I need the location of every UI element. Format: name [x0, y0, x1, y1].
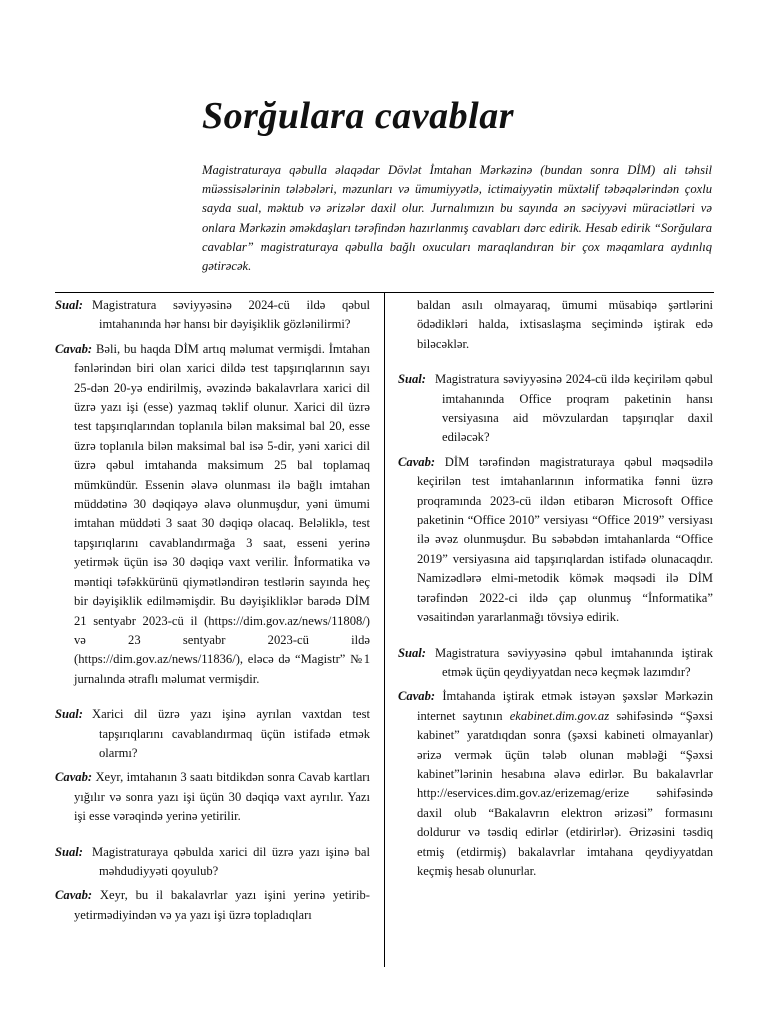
question-5 — [398, 644, 713, 683]
right-column — [398, 296, 713, 886]
question-4 — [398, 370, 713, 448]
question-text: Magistratura səviyyəsinə 2024-cü ildə keçiriləm qəbul imtahanında Office proqram paketinin hansı versiyasına aid mövzulardan tapşırıqlar daxil ediləcək? — [435, 372, 713, 445]
question-text: Xarici dil üzrə yazı işinə ayrılan vaxtdan test tapşırıqlarını cavablandırmaq üçün istifadə etmək olarmı? — [92, 707, 370, 760]
question-label: Sual: — [398, 645, 426, 660]
question-label: Sual: — [55, 844, 83, 859]
question-label: Sual: — [55, 707, 83, 722]
question-label: Sual: — [55, 298, 83, 312]
answer-text: Xeyr, bu il bakalavrlar yazı işini yerinə yetirib-yetirmədiyindən və ya yazı işi üzrə topladıqları — [74, 888, 370, 922]
answer-5 — [398, 687, 713, 881]
website-link[interactable]: ekabinet.dim.gov.az — [509, 708, 610, 723]
answer-text: baldan asılı olmayaraq, ümumi müsabiqə şərtlərini ödədikləri halda, ixtisaslaşma seçimində iştirak edə biləcəklər. — [417, 298, 713, 351]
question-text: Magistratura səviyyəsinə qəbul imtahanında iştirak etmək üçün qeydiyyatdan necə keçmək lazımdır? — [435, 645, 713, 679]
question-3 — [55, 843, 370, 882]
question-2 — [55, 705, 370, 763]
intro-paragraph: Magistraturaya qəbulla əlaqədar Dövlət İmtahan Mərkəzinə (bundan sonra DİM) ali təhsil müəssisələrinin tələbələri, məzunları və ümumiyyətlə, ictimaiyyətin müxtəlif təbəqələrindən çoxlu sayda sual, məktub və ərizələr daxil olur. Jurnalımızın bu sayında ən səciyyəvi müraciətləri və onlara Mərkəzin əməkdaşları tərəfindən hazırlanmış cavabları dərc edirik. Hesab edirik “Sorğulara cavablar” magistraturaya qəbulla bağlı oxucuları maraqlandıran bir çox məqamlara aydınlıq gətirəcək. — [202, 163, 712, 274]
answer-3 — [55, 886, 370, 925]
answer-label: Cavab: — [55, 770, 93, 785]
answer-label: Cavab: — [55, 888, 93, 903]
answer-text: İmtahanda iştirak etmək istəyən şəxslər Mərkəzin internet saytının — [417, 689, 713, 723]
left-column — [55, 296, 370, 930]
answer-text: DİM tərəfindən magistraturaya qəbul məqsədilə keçirilən test imtahanlarının informatika fənni üzrə proqramında 2023-cü ildən etibarən Microsoft Office paketinin “Office 2010” versiyası “Office 2019” versiyası ilə əvəz olunmuşdur. Bu səbəbdən imtahanlarda “Office 2019” versiyasına aid tapşırıqlardan istifadə olunacaqdır. Namizədlərə elmi-metodik kömək məqsədi ilə DİM tərəfindən 2022-ci ildə çap olunmuş “İnformatika” vəsaitindən yararlanmağı tövsiyə edirik. — [417, 454, 713, 625]
answer-3-continued — [398, 296, 713, 354]
page-title: Sorğulara cavablar — [202, 95, 514, 137]
question-label: Sual: — [398, 372, 426, 387]
answer-4 — [398, 453, 713, 628]
column-divider — [384, 293, 385, 967]
answer-1 — [55, 340, 370, 689]
answer-text: Xeyr, imtahanın 3 saatı bitdikdən sonra Cavab kartları yığılır və sonra yazı işi üçün 30 dəqiqə vaxt ayrılır. Yazı işi esse vərəqində yerinə yetirilir. — [74, 770, 370, 824]
answer-2 — [55, 768, 370, 826]
answer-text: Bəli, bu haqda DİM artıq məlumat vermişdi. İmtahan fənlərindən biri olan xarici dildə test tapşırıqlarının sayı 25-dən 20-yə endirilmiş, əvəzində bakalavrlara xarici dil üzrə yazı işi (esse) yazmaq təklif olunur. Xarici dil üzrə test tapşırıqlarından toplanıla bilən maksimal bal 20, esse üzrə toplanıla bilən maksimal bal isə 5-dir, yəni xarici dil üzrə qəbul imtahanda maksimum 25 bal toplamaq mümkündür. Essenin əlavə olunması ilə bağlı imtahan müddətinə 30 dəqiqəyə əlavə olunmuşdur, yəni ümumi imtahan müddəti 3 saat 30 dəqiqə olacaq. Beləliklə, test tapşırıqlarını cavablandırmağa 3 saat, esseni yerinə yetirmək üçün isə 30 dəqiqə vaxt verilir. İnformatika və məntiqi təfəkkürünü qiymətləndirən testlərin sayında heç bir dəyişiklik edilməmişdir. Bu dəyişikliklər barədə DİM 21 sentyabr 2023-cü il (https://dim.gov.az/news/11808/) və 23 sentyabr 2023-cü ildə (https://dim.gov.az/news/11836/), eləcə də “Magistr” №1 jurnalında ətraflı məlumat vermişdir. — [74, 341, 370, 686]
answer-label: Cavab: — [398, 689, 436, 704]
answer-label: Cavab: — [55, 341, 93, 356]
answer-text: səhifəsində “Şəxsi kabinet” yaratdıqdan sonra (şəxsi kabineti olmayanlar) ərizə vermək üçün tələb olunan məbləği “Şəxsi kabinet”lərinin hesabına əlavə edirlər. Bu bakalavrlar http://eservices.dim.gov.az/erizemag/erize səhifəsində daxil olub “Bakalavrın elektron ərizəsi” formasını doldurur və təsdiq edirlər (etdirirlər). Ərizəsini təsdiq etmiş (etdirmiş) bakalavrlar imtahana qeydiyyatdan keçmiş hesab olunurlar. — [417, 708, 714, 878]
question-text: Magistraturaya qəbulda xarici dil üzrə yazı işinə bal məhdudiyyəti qoyulub? — [92, 844, 370, 878]
answer-label: Cavab: — [398, 454, 436, 469]
question-text: Magistratura səviyyəsinə 2024-cü ildə qəbul imtahanında hər hansı bir dəyişiklik gözlənilirmi? — [92, 298, 370, 332]
question-1 — [55, 296, 370, 335]
